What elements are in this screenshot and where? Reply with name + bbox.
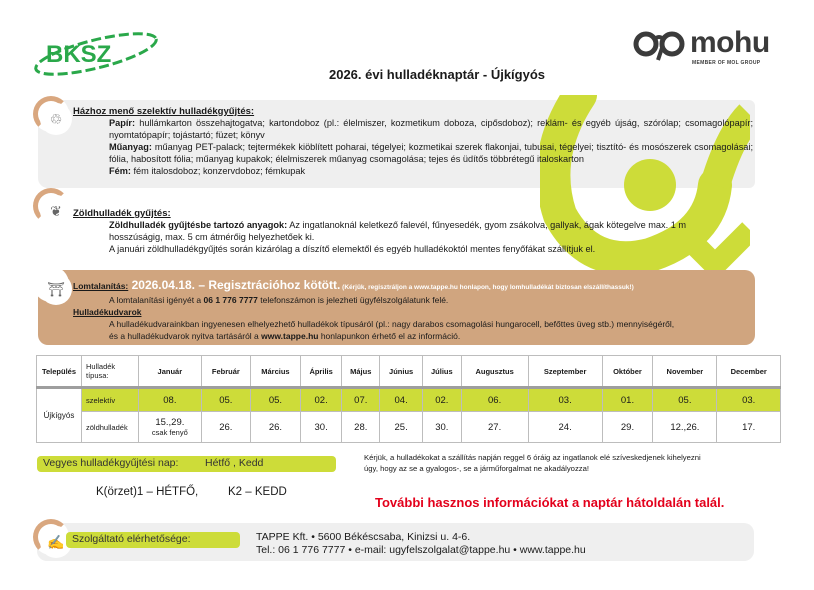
settlement-cell: Újkígyós — [37, 388, 82, 443]
yards-text1: A hulladékudvarainkban ingyenesen elhelyezhető hulladékok típusáról (pl.: nagy darabos csomagolási hungarocell, befőttes üveg stb.) mennyiségéről, — [109, 319, 675, 329]
calendar-header-row — [37, 356, 781, 388]
header-type: Hulladék típusa: — [82, 356, 139, 388]
header-month: Augusztus — [461, 356, 528, 388]
header-month: Október — [602, 356, 653, 388]
bulky-heading: Lomtalanítás: — [73, 281, 129, 291]
date-cell: 17. — [717, 412, 781, 443]
contact-card-icon: ✍ — [40, 526, 72, 558]
date-cell: 05. — [250, 388, 300, 412]
row-type-label: szelektív — [82, 388, 139, 412]
date-cell: 03. — [717, 388, 781, 412]
bulky-phone-line: A lomtalanítási igényét a 06 1 776 7777 telefonszámon is jelezheti ügyfélszolgálatunk felé. — [109, 295, 449, 305]
notice-line-2: úgy, hogy az se a gyalogos-, se a járműforgalmat ne akadályozza! — [364, 464, 590, 473]
district-2: K2 – KEDD — [228, 486, 287, 498]
placement-notice — [364, 452, 701, 474]
header-month: December — [717, 356, 781, 388]
contact-icon-badge — [33, 519, 69, 555]
contact-label: Szolgáltató elérhetősége: — [72, 533, 191, 545]
district-1: K(örzet)1 – HÉTFŐ, — [96, 486, 199, 498]
mohu-logo — [632, 26, 782, 70]
green-section — [73, 208, 733, 255]
header-month: Február — [201, 356, 250, 388]
bulky-section — [73, 276, 753, 342]
recycle-icon: ♲ — [40, 103, 72, 135]
header-month: Április — [300, 356, 341, 388]
contact-label-bar — [66, 532, 240, 548]
mohu-logo-text: mohu — [690, 26, 770, 59]
date-cell: 07. — [342, 388, 380, 412]
date-cell: 30. — [300, 412, 341, 443]
yards-text2: és a hulladékudvarok nyitva tartásáról a www.tappe.hu honlapunkon érhető el az információ. — [109, 331, 461, 341]
mohu-owl-icon — [632, 30, 690, 62]
mixed-waste-days: Hétfő , Kedd — [205, 457, 264, 469]
date-cell: 05. — [653, 388, 717, 412]
date-cell: 03. — [528, 388, 602, 412]
header-month: Március — [250, 356, 300, 388]
date-cell: 15.,29. csak fenyő — [139, 412, 202, 443]
chair-icon: ⛩ — [40, 273, 72, 305]
mixed-waste-bar — [37, 456, 336, 472]
january-note: csak fenyő — [151, 428, 188, 437]
date-cell: 24. — [528, 412, 602, 443]
date-cell: 12.,26. — [653, 412, 717, 443]
header-month: Május — [342, 356, 380, 388]
recycle-icon-badge — [33, 96, 69, 132]
green-january: A januári zöldhulladékgyűjtés során kizárólag a díszítő elemektől és egyéb hulladékoktól mentes fenyőfákat szállítjuk el. — [109, 244, 596, 254]
header-month: Június — [380, 356, 423, 388]
header-month: Január — [139, 356, 202, 388]
selective-section — [73, 106, 753, 177]
header-month: November — [653, 356, 717, 388]
yards-link[interactable]: www.tappe.hu — [261, 331, 319, 341]
header-month: Július — [423, 356, 462, 388]
bulky-note: (Kérjük, regisztráljon a www.tappe.hu honlapon, hogy lomhulladékát biztosan elszállíthassuk!) — [340, 284, 634, 291]
date-cell: 26. — [250, 412, 300, 443]
mixed-waste-label: Vegyes hulladékgyűjtési nap: — [43, 457, 179, 469]
green-heading: Zöldhulladék gyűjtés: — [73, 208, 171, 219]
leaf-icon-badge — [33, 188, 69, 224]
date-cell: 25. — [380, 412, 423, 443]
page-title: 2026. évi hulladéknaptár - Újkígyós — [328, 67, 546, 82]
selective-paper: Papír: hullámkarton összehajtogatva; kartondoboz (pl.: élelmiszer, kozmetikum doboza, cipősdoboz); reklám- és egyéb újság, szórólap; csomagolópapír; nyomtatópapír; tojástartó; füzet; könyv — [109, 118, 753, 140]
calendar-row-selective — [37, 388, 781, 412]
yards-heading: Hulladékudvarok — [73, 307, 142, 317]
green-items: Zöldhulladék gyűjtésbe tartozó anyagok: Az ingatlanoknál keletkező falevél, fűnyesedék, gyom zsákolva, gallyak, ágak kötegelve max. 1 m hosszúságig, max. 5 cm átmérőig helyezhetőek ki. — [109, 220, 687, 242]
contact-phone-email[interactable]: Tel.: 06 1 776 7777 • e-mail: ugyfelszolgalat@tappe.hu • www.tappe.hu — [256, 543, 586, 556]
date-cell: 06. — [461, 388, 528, 412]
bulky-phone: 06 1 776 7777 — [203, 295, 258, 305]
row-type-label: zöldhulladék — [82, 412, 139, 443]
header-settlement: Település — [37, 356, 82, 388]
date-cell: 04. — [380, 388, 423, 412]
date-cell: 26. — [201, 412, 250, 443]
date-cell: 01. — [602, 388, 653, 412]
date-cell: 27. — [461, 412, 528, 443]
date-cell: 02. — [423, 388, 462, 412]
date-cell: 08. — [139, 388, 202, 412]
contact-address: TAPPE Kft. • 5600 Békéscsaba, Kinizsi u. 4-6. — [256, 531, 471, 543]
leaf-icon: ❦ — [40, 195, 72, 227]
selective-heading: Házhoz menő szelektív hulladékgyűjtés: — [73, 106, 255, 117]
calendar-row-green — [37, 412, 781, 443]
contact-details — [256, 531, 586, 556]
mohu-logo-subtitle: MEMBER OF MOL GROUP — [692, 60, 761, 66]
selective-plastic: Műanyag: műanyag PET-palack; tejtermékek kiöblített poharai, tégelyei; kozmetikai szerek flakonjai, tubusai, tégelyei; tisztító- és mosószerek csomagolásai; fólia, habosított fólia; műanyag kupakok; élelmiszerek műanyag csomagolása; tejes és üdítős többrétegű italoskarton — [109, 142, 753, 164]
date-cell: 02. — [300, 388, 341, 412]
selective-metal: Fém: fém italosdoboz; konzervdoboz; fémkupak — [109, 166, 306, 176]
header-month: Szeptember — [528, 356, 602, 388]
chair-icon-badge — [33, 266, 69, 302]
date-cell: 05. — [201, 388, 250, 412]
more-info-notice: További hasznos információkat a naptár hátoldalán talál. — [375, 495, 725, 510]
notice-line-1: Kérjük, a hulladékokat a szállítás napján reggel 6 óráig az ingatlanok elé szíveskedjenek kihelyezni — [364, 453, 701, 462]
bksz-logo-text: BKSZ — [46, 41, 112, 68]
date-cell: 30. — [423, 412, 462, 443]
collection-calendar — [36, 355, 781, 443]
bulky-date: 2026.04.18. – Regisztrációhoz kötött. — [128, 278, 341, 292]
date-cell: 28. — [342, 412, 380, 443]
date-cell: 29. — [602, 412, 653, 443]
